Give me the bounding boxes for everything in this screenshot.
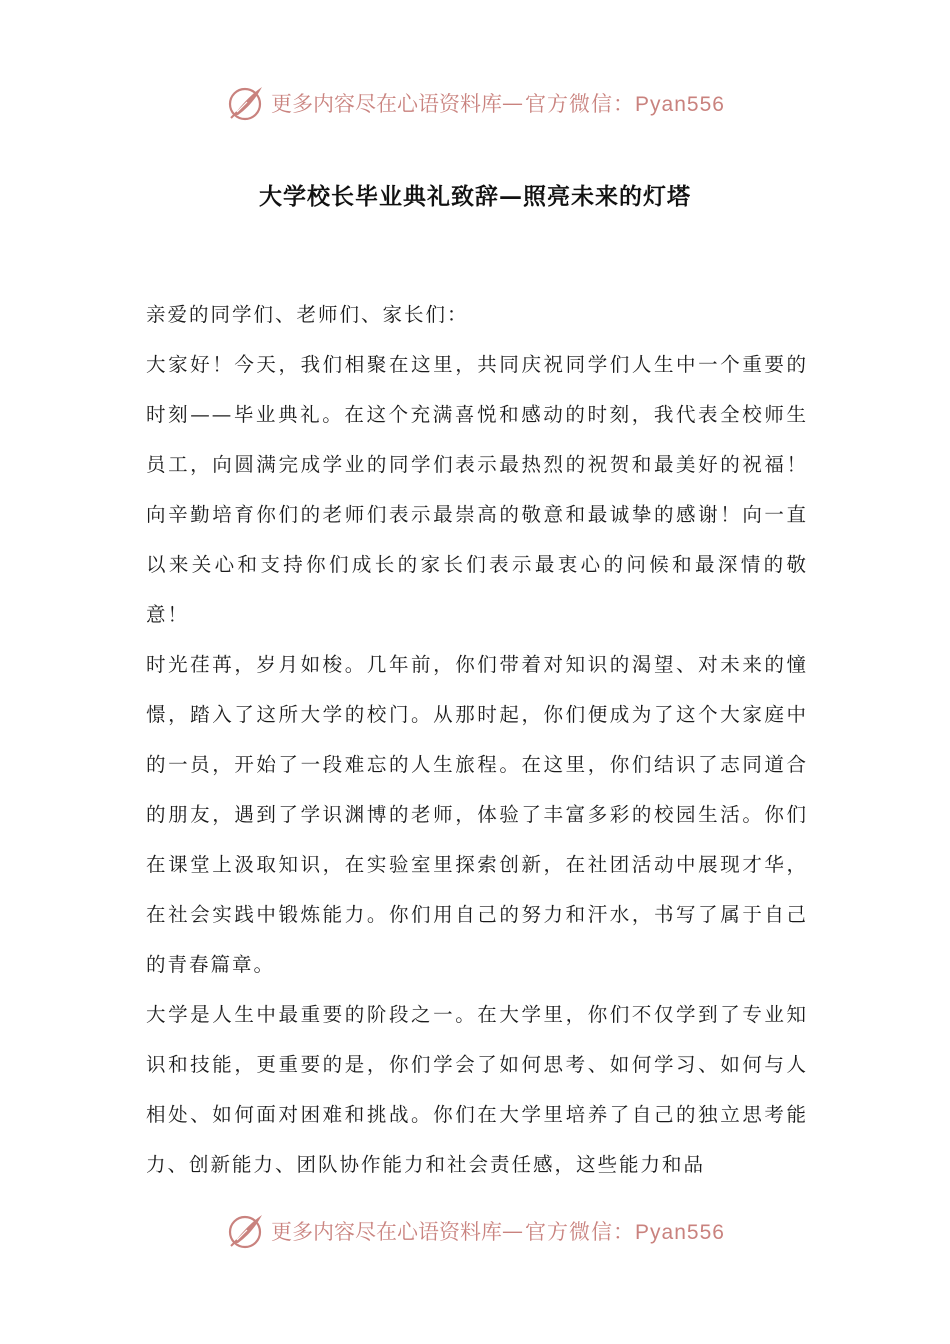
paragraph-memories: 时光荏苒，岁月如梭。几年前，你们带着对知识的渴望、对未来的憧憬，踏入了这所大学的校门。从那时起，你们便成为了这个大家庭中的一员，开始了一段难忘的人生旅程。在这里，你们结识了志同道合的朋友，遇到了学识渊博的老师，体验了丰富多彩的校园生活。你们在课堂上汲取知识，在实验室里探索创新，在社团活动中展现才华，在社会实践中锻炼能力。你们用自己的努力和汗水，书写了属于自己的青春篇章。: [146, 653, 808, 976]
quill-pen-icon: [225, 1210, 267, 1252]
quill-pen-icon: [225, 82, 267, 124]
banner-dash: —: [502, 91, 524, 115]
banner-main-text: 更多内容尽在心语资料库: [271, 1220, 503, 1244]
footer-banner: [0, 1208, 950, 1254]
document-title: 大学校长毕业典礼致辞—照亮未来的灯塔: [259, 183, 691, 210]
header-banner: [0, 80, 950, 126]
salutation: 亲爱的同学们、老师们、家长们：: [146, 303, 469, 326]
paragraph-university-stage: 大学是人生中最重要的阶段之一。在大学里，你们不仅学到了专业知识和技能，更重要的是，你们学会了如何思考、如何学习、如何与人相处、如何面对困难和挑战。你们在大学里培养了自己的独立思考能力、创新能力、团队协作能力和社会责任感，这些能力和品: [146, 1003, 808, 1176]
banner-wechat-text: 官方微信：Pyan556: [525, 1221, 725, 1244]
banner-dash: —: [502, 1219, 524, 1243]
document-body: [146, 290, 808, 1190]
banner-wechat-text: 官方微信：Pyan556: [525, 93, 725, 116]
banner-main-text: 更多内容尽在心语资料库: [271, 92, 503, 116]
paragraph-greeting: 大家好！今天，我们相聚在这里，共同庆祝同学们人生中一个重要的时刻——毕业典礼。在这个充满喜悦和感动的时刻，我代表全校师生员工，向圆满完成学业的同学们表示最热烈的祝贺和最美好的祝福！向辛勤培育你们的老师们表示最崇高的敬意和最诚挚的感谢！向一直以来关心和支持你们成长的家长们表示最衷心的问候和最深情的敬意！: [146, 353, 808, 626]
